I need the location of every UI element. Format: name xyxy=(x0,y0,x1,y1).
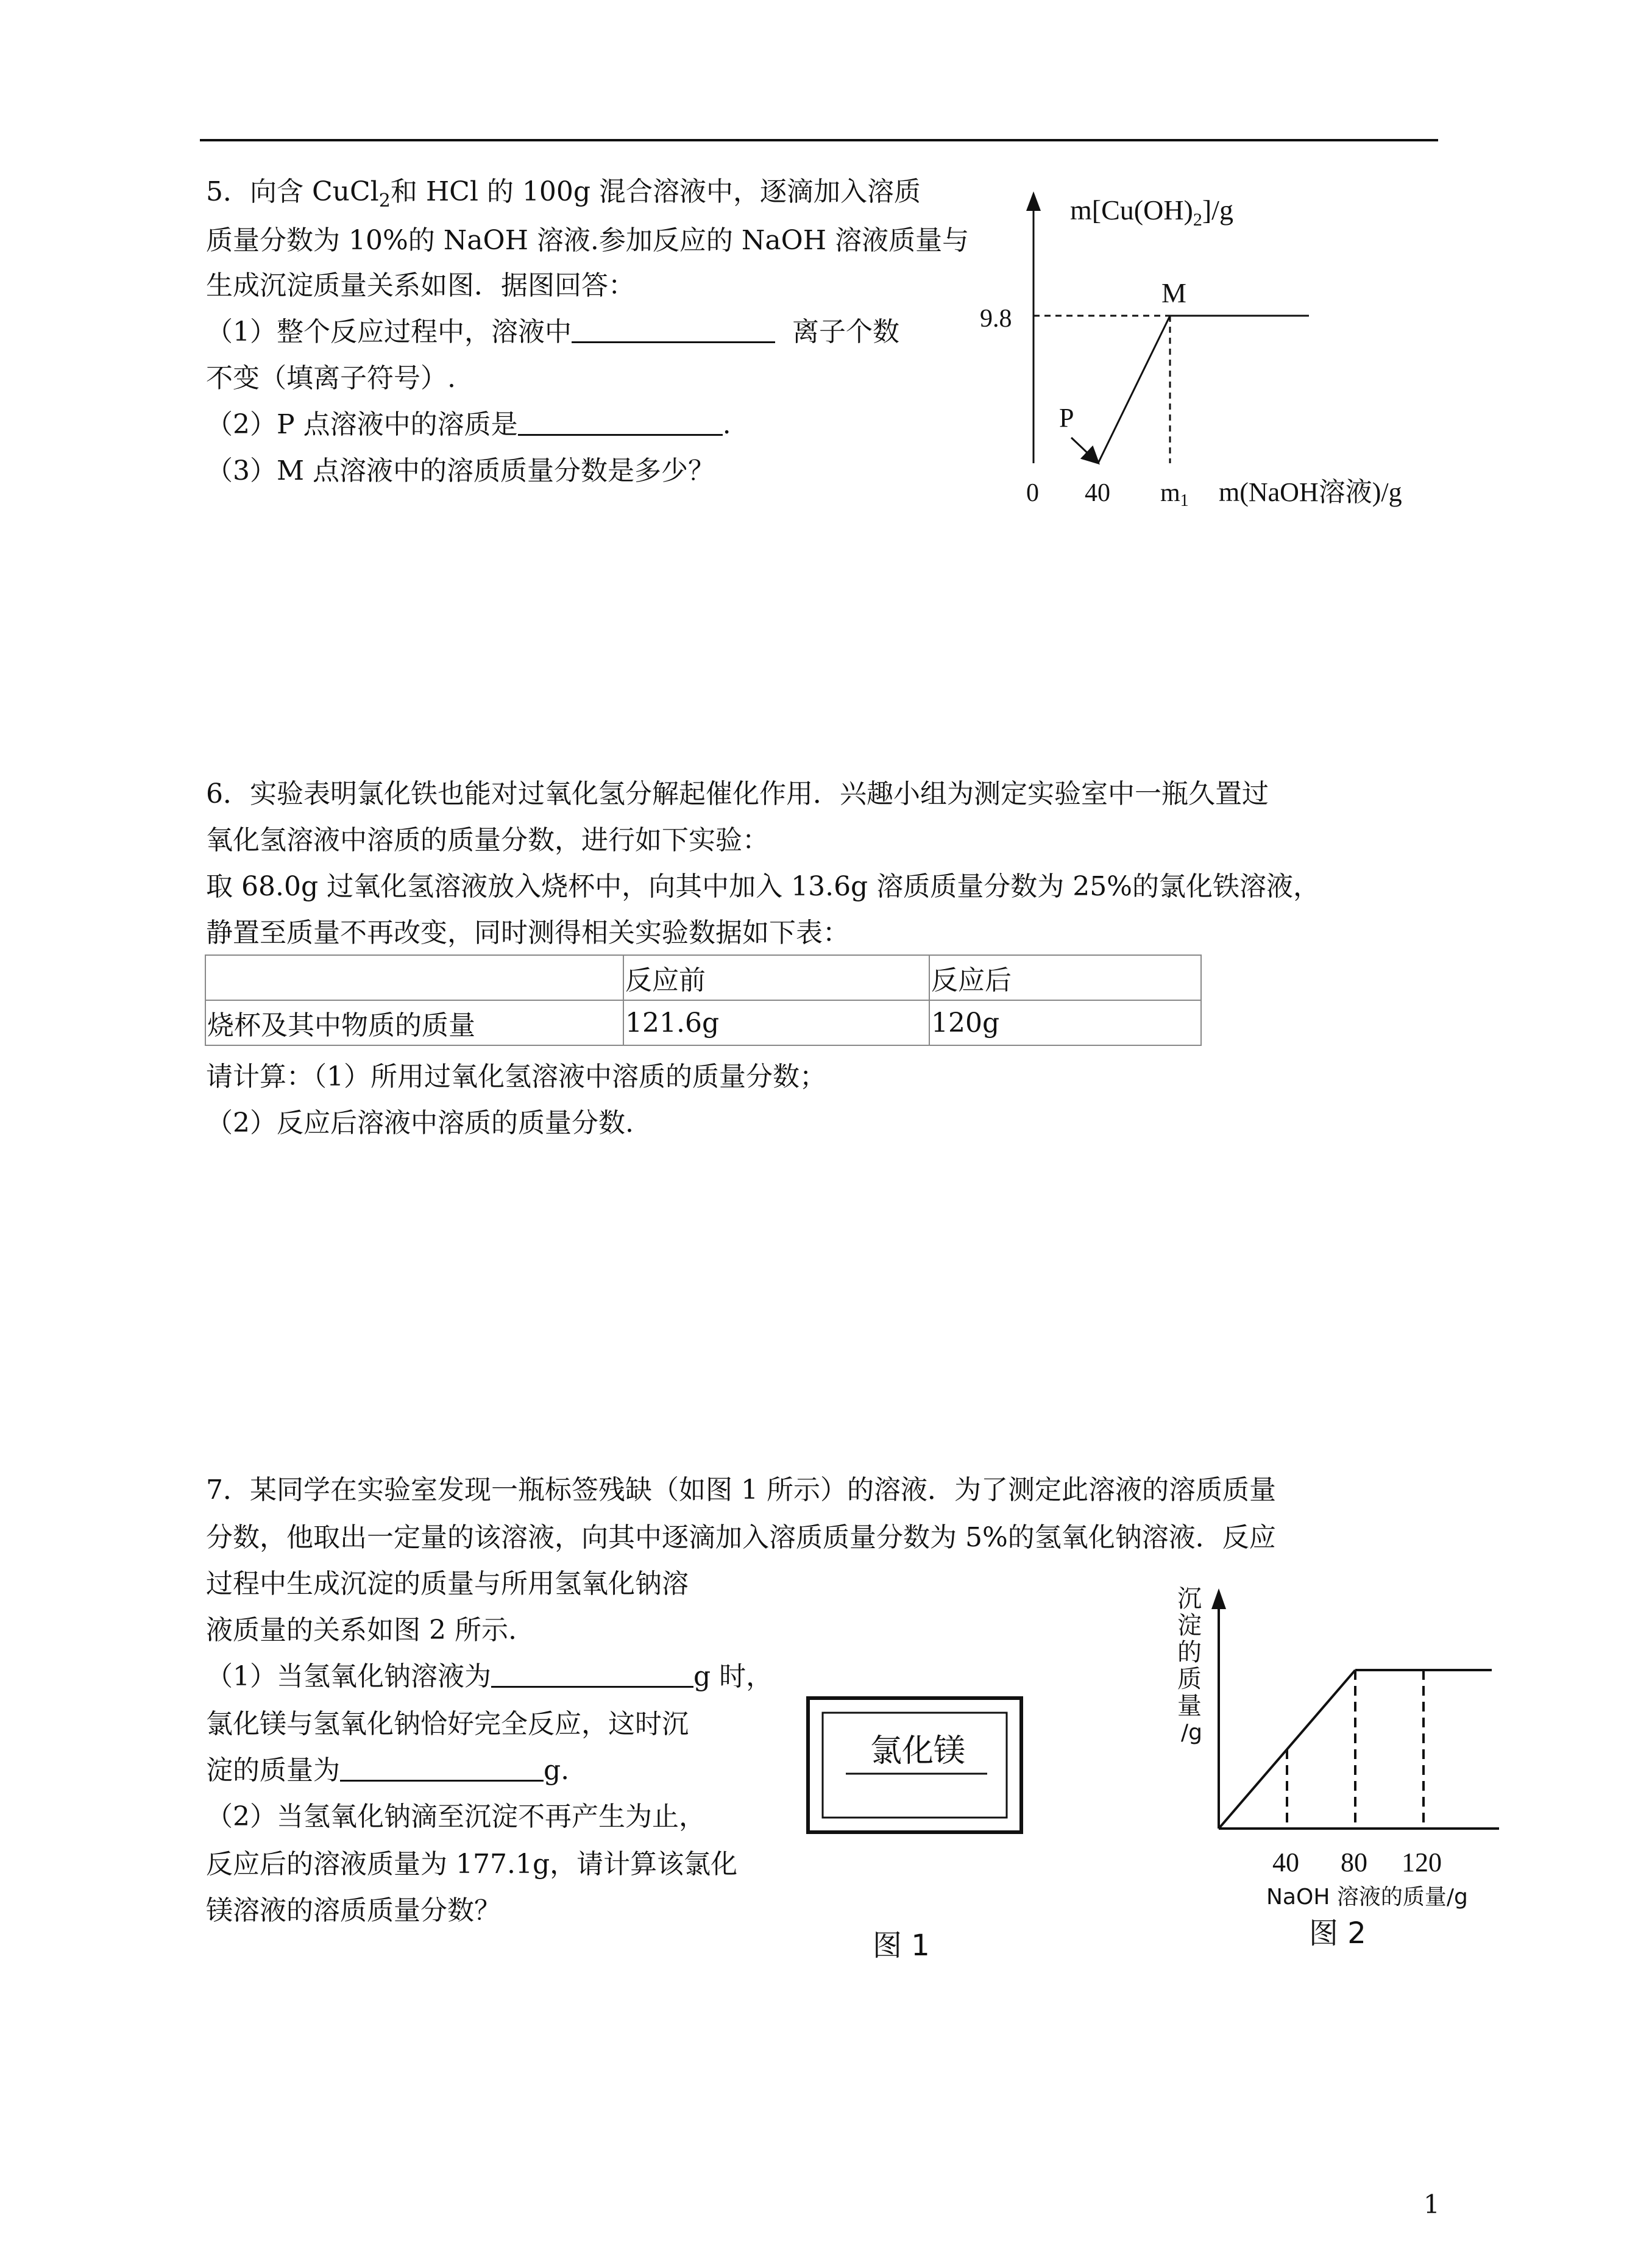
q5-point-p: P xyxy=(1059,403,1074,433)
q5-x-tick-40: 40 xyxy=(1085,479,1110,507)
q5-blank-ions[interactable] xyxy=(572,313,775,343)
q5-rise-line xyxy=(1098,316,1170,463)
q7-blank-precipitate-mass[interactable] xyxy=(340,1752,544,1782)
table-cell: 烧杯及其中物质的质量 xyxy=(205,1000,623,1045)
fig2-x-axis-label: NaOH 溶液的质量/g xyxy=(1266,1885,1468,1910)
table-row xyxy=(205,1000,1201,1045)
table-row xyxy=(205,955,1201,1000)
fig1-caption: 图 1 xyxy=(873,1929,930,1963)
fig2-x-tick-40: 40 xyxy=(1272,1847,1299,1877)
q6-line-2: 氧化氢溶液中溶质的质量分数，进行如下实验： xyxy=(206,825,769,856)
fig2-y-char: 的 xyxy=(1177,1638,1202,1666)
fig2-y-axis-arrow xyxy=(1211,1588,1226,1609)
q5-blank-solute[interactable] xyxy=(518,406,723,436)
q5-y-axis-label: $m[Cu(OH)_2]/g$ xyxy=(1070,194,1233,230)
q6-line-4: 静置至质量不再改变，同时测得相关实验数据如下表： xyxy=(206,917,849,948)
q7-line-2: 分数，他取出一定量的该溶液，向其中逐滴加入溶质质量分数为 5%的氢氧化钠溶液．反应 xyxy=(206,1522,1276,1553)
table-cell xyxy=(205,955,623,1000)
fig2-x-tick-80: 80 xyxy=(1341,1847,1367,1877)
fig2-y-unit: /g xyxy=(1181,1720,1202,1745)
q5-x-tick-m1: m1 xyxy=(1160,479,1189,510)
q5-line-6: （2）P 点溶液中的溶质是 . xyxy=(206,402,731,447)
q5-line-3: 生成沉淀质量关系如图．据图回答： xyxy=(206,270,635,301)
fig2-y-char: 沉 xyxy=(1177,1585,1202,1613)
q7-line-4: 液质量的关系如图 2 所示. xyxy=(206,1615,517,1646)
q5-y-axis-arrow xyxy=(1026,191,1041,211)
q7-line-6: 氯化镁与氢氧化钠恰好完全反应，这时沉 xyxy=(206,1708,689,1740)
table-cell: 120g xyxy=(929,1000,1201,1045)
q7-line-7: 淀的质量为 g. xyxy=(206,1748,569,1793)
fig1-label-text: 氯化镁 xyxy=(870,1733,966,1769)
q7-line-5: （1）当氢氧化钠溶液为 g 时， xyxy=(206,1654,773,1699)
top-rule xyxy=(200,139,1438,141)
fig2-x-tick-120: 120 xyxy=(1402,1847,1442,1877)
q5-origin-label: 0 xyxy=(1026,479,1039,507)
table-cell: 121.6g xyxy=(623,1000,929,1045)
q7-line-8: （2）当氢氧化钠滴至沉淀不再产生为止， xyxy=(206,1801,706,1832)
q6-line-3: 取 68.0g 过氧化氢溶液放入烧杯中，向其中加入 13.6g 溶质质量分数为 25%的氯化铁溶液， xyxy=(206,871,1320,902)
q7-line-1: 7．某同学在实验室发现一瓶标签残缺（如图 1 所示）的溶液．为了测定此溶液的溶质质量 xyxy=(206,1474,1276,1505)
q6-data-table xyxy=(205,954,1202,1046)
q5-x-axis-label: m(NaOH溶液)/g xyxy=(1219,477,1402,507)
q7-blank-naoh-mass[interactable] xyxy=(491,1658,693,1688)
q5-y-tick-9-8: 9.8 xyxy=(980,305,1012,333)
q6-line-1: 6．实验表明氯化铁也能对过氧化氢分解起催化作用．兴趣小组为测定实验室中一瓶久置过 xyxy=(206,778,1269,809)
q7-line-3: 过程中生成沉淀的质量与所用氢氧化钠溶 xyxy=(206,1568,689,1599)
q7-line-9: 反应后的溶液质量为 177.1g，请计算该氯化 xyxy=(206,1849,738,1880)
fig2-y-char: 量 xyxy=(1177,1692,1202,1720)
q5-point-m: M xyxy=(1161,277,1186,308)
q7-line-10: 镁溶液的溶质质量分数？ xyxy=(206,1895,501,1926)
q5-line-5: 不变（填离子符号）. xyxy=(206,363,456,394)
fig2-caption: 图 2 xyxy=(1309,1916,1366,1950)
q6-line-5: 请计算：（1）所用过氧化氢溶液中溶质的质量分数； xyxy=(206,1061,826,1092)
q5-line-2: 质量分数为 10%的 NaOH 溶液.参加反应的 NaOH 溶液质量与 xyxy=(206,225,970,256)
q5-graph xyxy=(963,183,1462,527)
page-number: 1 xyxy=(1424,2189,1440,2219)
fig2-y-char: 淀 xyxy=(1177,1612,1202,1640)
q5-line-1: 5．向含 CuCl$_2$和 HCl 的 100g 混合溶液中，逐滴加入溶质 xyxy=(206,176,921,212)
q6-line-6: （2）反应后溶液中溶质的质量分数. xyxy=(206,1107,634,1139)
q7-figure-2 xyxy=(1146,1573,1499,1965)
table-cell: 反应前 xyxy=(623,955,929,1000)
q5-line-4: （1）整个反应过程中，溶液中 离子个数 xyxy=(206,310,899,355)
q5-line-7: （3）M 点溶液中的溶质质量分数是多少？ xyxy=(206,455,715,486)
q5-p-arrow xyxy=(1071,438,1093,458)
q7-figure-1 xyxy=(804,1694,1036,1977)
table-cell: 反应后 xyxy=(929,955,1201,1000)
fig2-y-char: 质 xyxy=(1177,1665,1202,1693)
